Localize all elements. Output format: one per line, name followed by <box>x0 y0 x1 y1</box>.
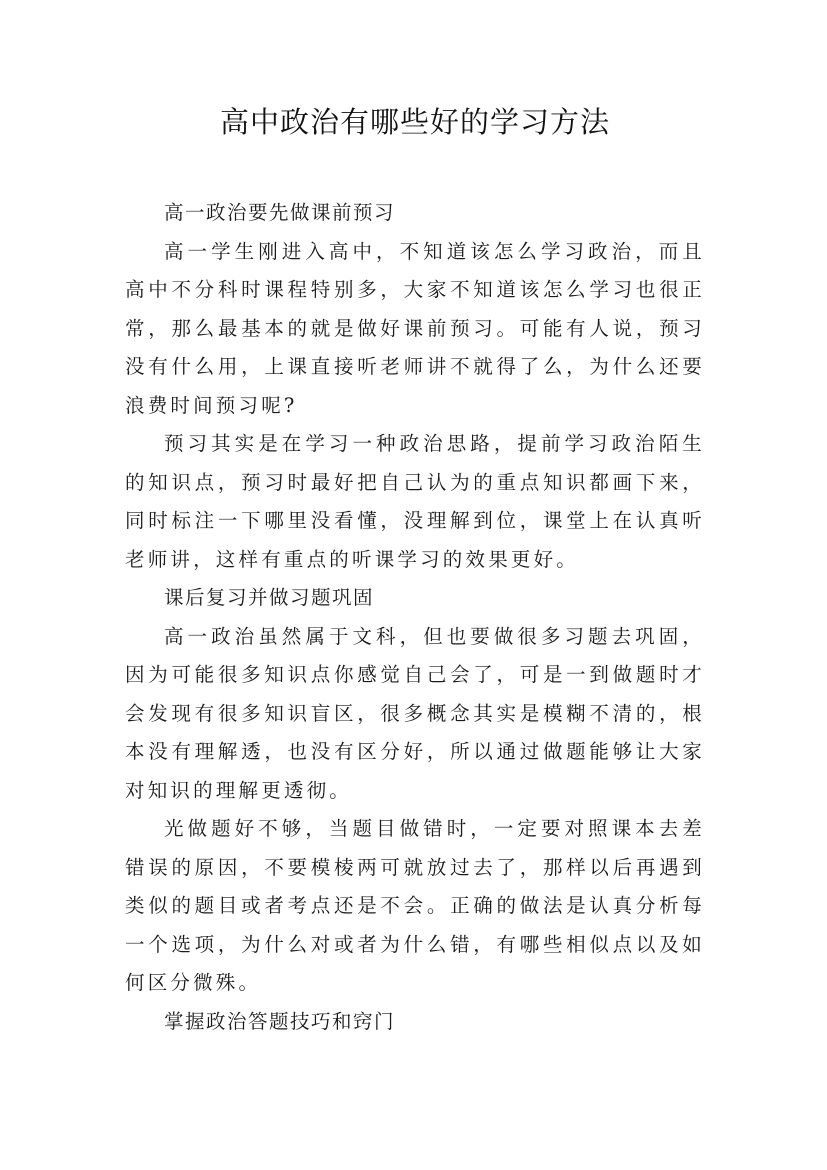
paragraph: 预习其实是在学习一种政治思路，提前学习政治陌生的知识点，预习时最好把自己认为的重点知识都画下来，同时标注一下哪里没看懂，没理解到位，课堂上在认真听老师讲，这样有重点的听课学习的效果更好。 <box>125 432 705 571</box>
section-heading: 高一政治要先做课前预习 <box>164 201 396 224</box>
section-heading: 课后复习并做习题巩固 <box>164 586 375 609</box>
document-body <box>125 194 705 1041</box>
document-title: 高中政治有哪些好的学习方法 <box>219 105 610 139</box>
paragraph: 高一政治虽然属于文科，但也要做很多习题去巩固，因为可能很多知识点你感觉自己会了，可是一到做题时才会发现有很多知识盲区，很多概念其实是模糊不清的，根本没有理解透，也没有区分好，所以通过做题能够让大家对知识的理解更透彻。 <box>125 624 705 802</box>
section-heading: 掌握政治答题技巧和窍门 <box>164 1009 396 1033</box>
paragraph: 高一学生刚进入高中，不知道该怎么学习政治，而且高中不分科时课程特别多，大家不知道该怎么学习也很正常，那么最基本的就是做好课前预习。可能有人说，预习没有什么用，上课直接听老师讲不就得了么，为什么还要浪费时间预习呢? <box>125 239 705 417</box>
paragraph: 光做题好不够，当题目做错时，一定要对照课本去差错误的原因，不要模棱两可就放过去了，那样以后再遇到类似的题目或者考点还是不会。正确的做法是认真分析每一个选项，为什么对或者为什么错，有哪些相似点以及如何区分微殊。 <box>125 817 705 994</box>
